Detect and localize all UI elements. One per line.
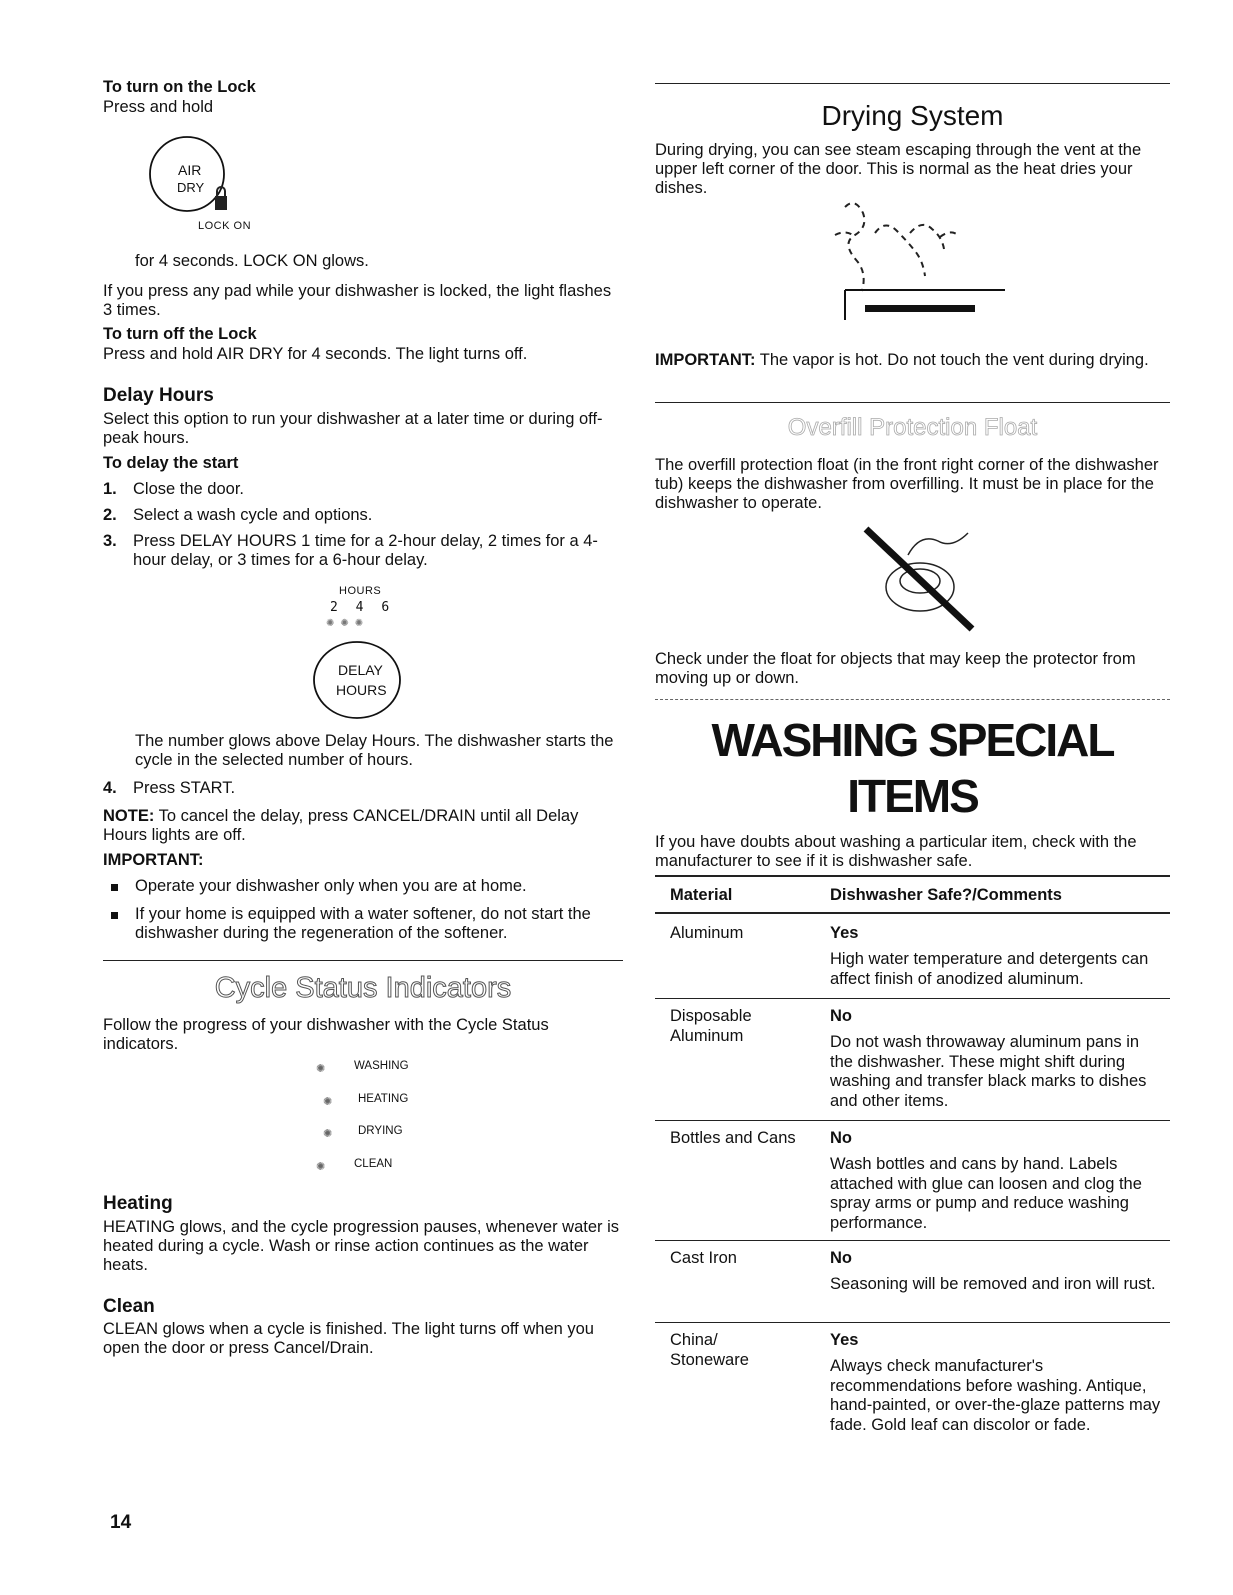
clean-heading: Clean: [103, 1296, 155, 1317]
divider: [103, 960, 623, 961]
divider: [655, 1240, 1170, 1241]
indicator-clean: [316, 1158, 476, 1174]
table-cell-comment: Always check manufacturer's recommendations before washing. Antique, hand-painted, or over-the-glaze patterns may fade. Gold leaf can discolor or fade.: [830, 1357, 1161, 1434]
table-header-rule: [655, 912, 1170, 914]
indicator-light-icon: ✺: [323, 1096, 333, 1108]
list-item: [103, 506, 623, 525]
table-cell-material: China/ Stoneware: [670, 1331, 749, 1369]
step-text: Select a wash cycle and options.: [133, 506, 373, 524]
step-number: 2.: [103, 506, 117, 524]
delay-hours-button-circle-icon: [312, 640, 402, 720]
washing-heading-line1: WASHING SPECIAL: [711, 714, 1114, 766]
dry-label: DRY: [177, 180, 205, 195]
bullet-icon: [111, 884, 118, 891]
note-paragraph: [103, 807, 623, 845]
indicator-label: CLEAN: [354, 1158, 393, 1170]
bullet-text: Operate your dishwasher only when you are at home.: [135, 877, 527, 895]
important-paragraph-right: [655, 351, 1170, 370]
doubts-text: If you have doubts about washing a particular item, check with the manufacturer to see if it is dishwasher safe.: [655, 833, 1137, 870]
indicator-washing: [316, 1060, 476, 1076]
heating-heading: Heating: [103, 1193, 173, 1214]
important-label-right: IMPORTANT:: [655, 351, 756, 369]
step-text: Close the door.: [133, 480, 244, 498]
air-dry-lock-button: [145, 132, 240, 222]
indicator-light-icon: ✺: [316, 1063, 326, 1075]
table-cell-safe: Yes: [830, 924, 859, 942]
table-cell-safe: No: [830, 1129, 852, 1147]
step-text: Press DELAY HOURS 1 time for a 2-hour delay, 2 times for a 4-hour delay, or 3 times for a 6-hour delay.: [133, 532, 598, 569]
hours-button-label: HOURS: [336, 682, 387, 698]
table-cell-material: Cast Iron: [670, 1249, 737, 1267]
step-number: 1.: [103, 480, 117, 498]
washing-special-items-heading: [655, 712, 1170, 824]
divider: [655, 699, 1170, 700]
hours-value-6: 6: [381, 600, 390, 615]
divider: [655, 83, 1170, 84]
indicator-label: WASHING: [354, 1060, 409, 1072]
lock-on-label: LOCK ON: [198, 220, 252, 232]
table-cell-material: Bottles and Cans: [670, 1129, 796, 1147]
clean-text: CLEAN glows when a cycle is finished. The light turns off when you open the door or press Cancel/Drain.: [103, 1320, 594, 1357]
lock-on-title: To turn on the Lock: [103, 78, 256, 96]
table-cell-safe: No: [830, 1007, 852, 1025]
list-item: [103, 480, 623, 499]
table-cell-material: Disposable Aluminum: [670, 1007, 752, 1045]
steam-vent-icon: [820, 195, 1010, 320]
delay-hours-button: [312, 640, 402, 720]
air-label: AIR: [178, 162, 202, 178]
delay-start-title: To delay the start: [103, 454, 239, 472]
indicator-label: DRYING: [358, 1125, 403, 1137]
delay-label: DELAY: [338, 662, 383, 678]
divider: [655, 1120, 1170, 1121]
hours-value-4: 4: [355, 600, 364, 615]
hours-indicator-lights-icon: ✺✺✺: [326, 618, 370, 629]
table-cell-comment: High water temperature and detergents can affect finish of anodized aluminum.: [830, 950, 1149, 988]
step-number: 3.: [103, 532, 117, 550]
divider: [655, 402, 1170, 403]
check-text: Check under the float for objects that may keep the protector from moving up or down.: [655, 650, 1136, 687]
delay-hours-heading: Delay Hours: [103, 385, 214, 406]
indicator-label: HEATING: [358, 1093, 409, 1105]
indicator-heating: [323, 1093, 483, 1109]
indicator-light-icon: ✺: [316, 1161, 326, 1173]
table-header-material: Material: [670, 886, 733, 904]
list-item: [103, 779, 623, 798]
step-text: Press START.: [133, 779, 236, 797]
washing-heading-line2: ITEMS: [847, 770, 978, 822]
press-any-pad-text: If you press any pad while your dishwasher is locked, the light flashes 3 times.: [103, 282, 612, 319]
divider: [655, 1322, 1170, 1323]
overfill-float-icon: [860, 525, 980, 635]
table-cell-comment: Seasoning will be removed and iron will rust.: [830, 1275, 1156, 1293]
cycle-intro-text: Follow the progress of your dishwasher with the Cycle Status indicators.: [103, 1016, 549, 1053]
table-cell-comment: Do not wash throwaway aluminum pans in the dishwasher. These might shift during washing and transfer black marks to dishes and other items.: [830, 1033, 1147, 1110]
divider: [655, 998, 1170, 999]
cycle-status-heading: Cycle Status Indicators: [214, 972, 512, 1004]
heating-text: HEATING glows, and the cycle progression pauses, whenever water is heated during a cycle. Wash or rinse action continues as the water heats.: [103, 1218, 620, 1274]
table-header-comments: Dishwasher Safe?/Comments: [830, 886, 1062, 904]
overfill-heading: Overfill Protection Float: [787, 414, 1038, 441]
bullet-icon: [111, 912, 118, 919]
important-text-right: The vapor is hot. Do not touch the vent during drying.: [755, 351, 1149, 369]
note-label: NOTE:: [103, 807, 155, 825]
table-cell-safe: Yes: [830, 1331, 859, 1349]
step-number: 4.: [103, 779, 117, 797]
hours-label: HOURS: [339, 585, 382, 597]
hours-value-2: 2: [330, 600, 338, 615]
table-cell-comment: Wash bottles and cans by hand. Labels attached with glue can loosen and clog the spray arms or pump and reduce washing performance.: [830, 1155, 1142, 1232]
drying-system-heading: Drying System: [821, 100, 1004, 131]
overfill-text: The overfill protection float (in the front right corner of the dishwasher tub) keeps the dishwasher from overfilling. It must be in place for the dishwasher to operate.: [655, 456, 1159, 512]
lock-off-title: To turn off the Lock: [103, 325, 257, 343]
hours-values: [330, 600, 389, 615]
important-label-left: IMPORTANT:: [103, 851, 204, 869]
bullet-text: If your home is equipped with a water softener, do not start the dishwasher during the regeneration of the softener.: [135, 905, 591, 942]
table-cell-safe: No: [830, 1249, 852, 1267]
table-cell-material: Aluminum: [670, 924, 744, 942]
note-text: To cancel the delay, press CANCEL/DRAIN until all Delay Hours lights are off.: [103, 807, 579, 844]
indicator-light-icon: ✺: [323, 1128, 333, 1140]
lock-off-text: Press and hold AIR DRY for 4 seconds. The light turns off.: [103, 345, 528, 363]
delay-intro-text: Select this option to run your dishwasher at a later time or during off-peak hours.: [103, 410, 603, 447]
list-item: [103, 532, 623, 572]
number-glows-text: The number glows above Delay Hours. The dishwasher starts the cycle in the selected number of hours.: [135, 732, 614, 769]
press-and-hold-text: Press and hold: [103, 98, 214, 116]
table-top-rule: [655, 875, 1170, 877]
page-number: 14: [110, 1512, 132, 1533]
indicator-drying: [323, 1125, 483, 1141]
for-4-seconds-text: for 4 seconds. LOCK ON glows.: [135, 252, 369, 270]
drying-text: During drying, you can see steam escaping through the vent at the upper left corner of the door. This is normal as the heat dries your dishes.: [655, 141, 1142, 197]
